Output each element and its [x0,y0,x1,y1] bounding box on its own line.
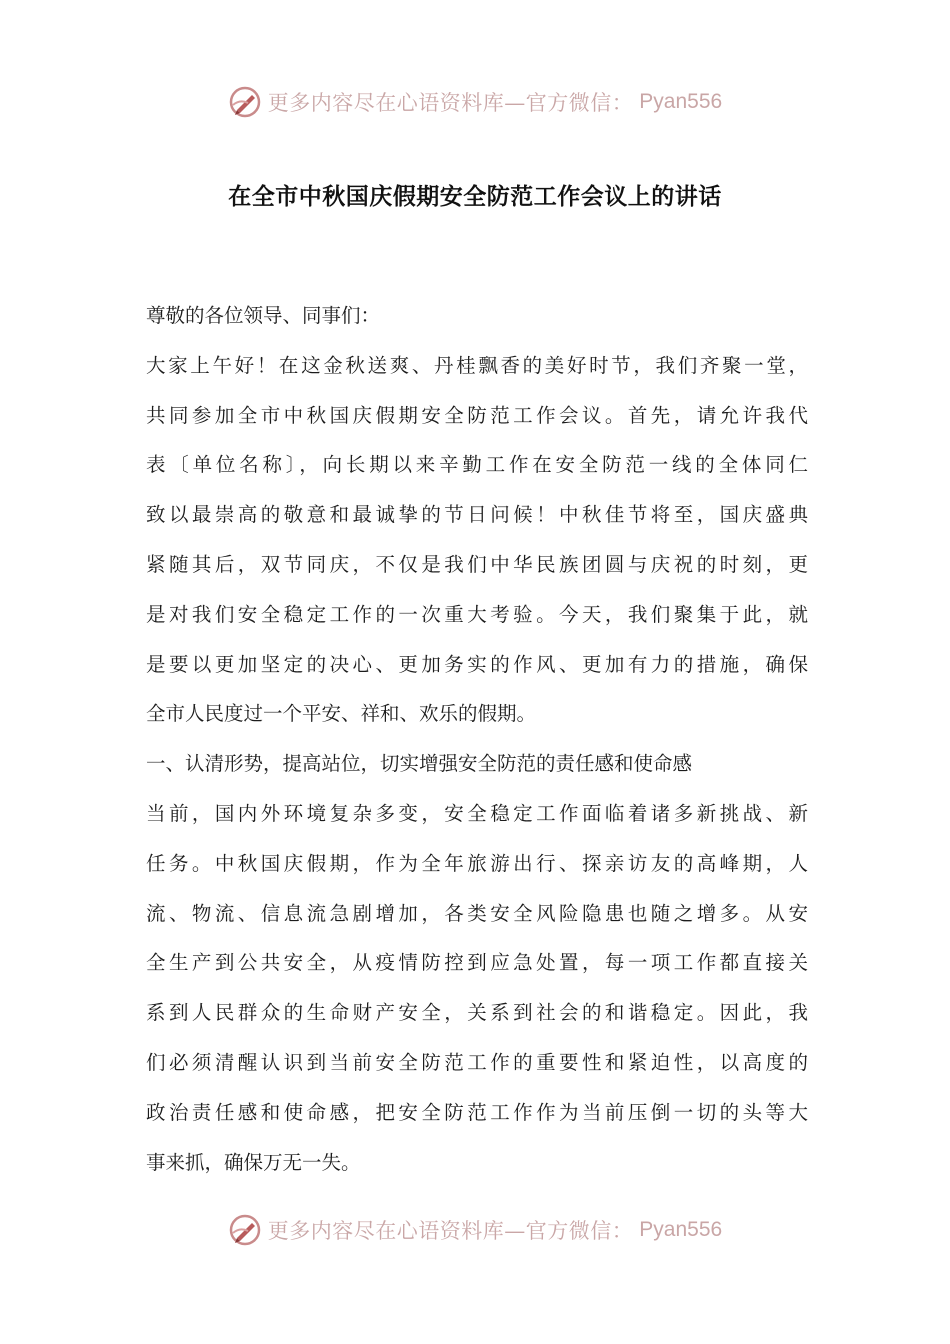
document-title: 在全市中秋国庆假期安全防范工作会议上的讲话 [228,184,722,210]
header-banner-wechat-id: Pyan556 [639,90,723,113]
text-line: 事来抓，确保万无一失。 [146,1150,361,1174]
text-line: 一、认清形势，提高站位，切实增强安全防范的责任感和使命感 [146,752,693,776]
header-banner [0,82,950,122]
text-line: 尊敬的各位领导、同事们： [146,304,381,327]
text-line: 大家上午好！在这金秋送爽、丹桂飘香的美好时节，我们齐聚一堂， [146,353,808,377]
text-line: 们必须清醒认识到当前安全防范工作的重要性和紧迫性，以高度的 [146,1050,808,1074]
text-line: 全生产到公共安全，从疫情防控到应急处置，每一项工作都直接关 [146,951,808,975]
text-line: 政治责任感和使命感，把安全防范工作作为当前压倒一切的头等大 [146,1100,808,1124]
text-line: 任务。中秋国庆假期，作为全年旅游出行、探亲访友的高峰期，人 [146,851,808,875]
footer-banner-wechat-id: Pyan556 [639,1218,723,1241]
text-line: 系到人民群众的生命财产安全，关系到社会的和谐稳定。因此，我 [146,1001,808,1025]
text-line: 全市人民度过一个平安、祥和、欢乐的假期。 [146,702,537,726]
pen-logo-icon [228,85,262,119]
footer-banner-text: 更多内容尽在心语资料库—官方微信： [267,1219,634,1243]
pen-logo-icon [228,1213,262,1247]
speech-body [146,291,808,1187]
text-line: 表〔单位名称〕，向长期以来辛勤工作在安全防范一线的全体同仁 [146,453,808,477]
text-line: 当前，国内外环境复杂多变，安全稳定工作面临着诸多新挑战、新 [146,801,808,825]
text-line: 紧随其后，双节同庆，不仅是我们中华民族团圆与庆祝的时刻，更 [146,552,808,576]
text-line: 是对我们安全稳定工作的一次重大考验。今天，我们聚集于此，就 [146,602,808,626]
text-line: 共同参加全市中秋国庆假期安全防范工作会议。首先，请允许我代 [146,403,808,427]
text-line: 致以最崇高的敬意和最诚挚的节日问候！中秋佳节将至，国庆盛典 [146,503,808,527]
header-banner-text: 更多内容尽在心语资料库—官方微信： [267,91,634,115]
text-line: 流、物流、信息流急剧增加，各类安全风险隐患也随之增多。从安 [146,901,808,925]
text-line: 是要以更加坚定的决心、更加务实的作风、更加有力的措施，确保 [146,652,808,676]
footer-banner [0,1210,950,1250]
